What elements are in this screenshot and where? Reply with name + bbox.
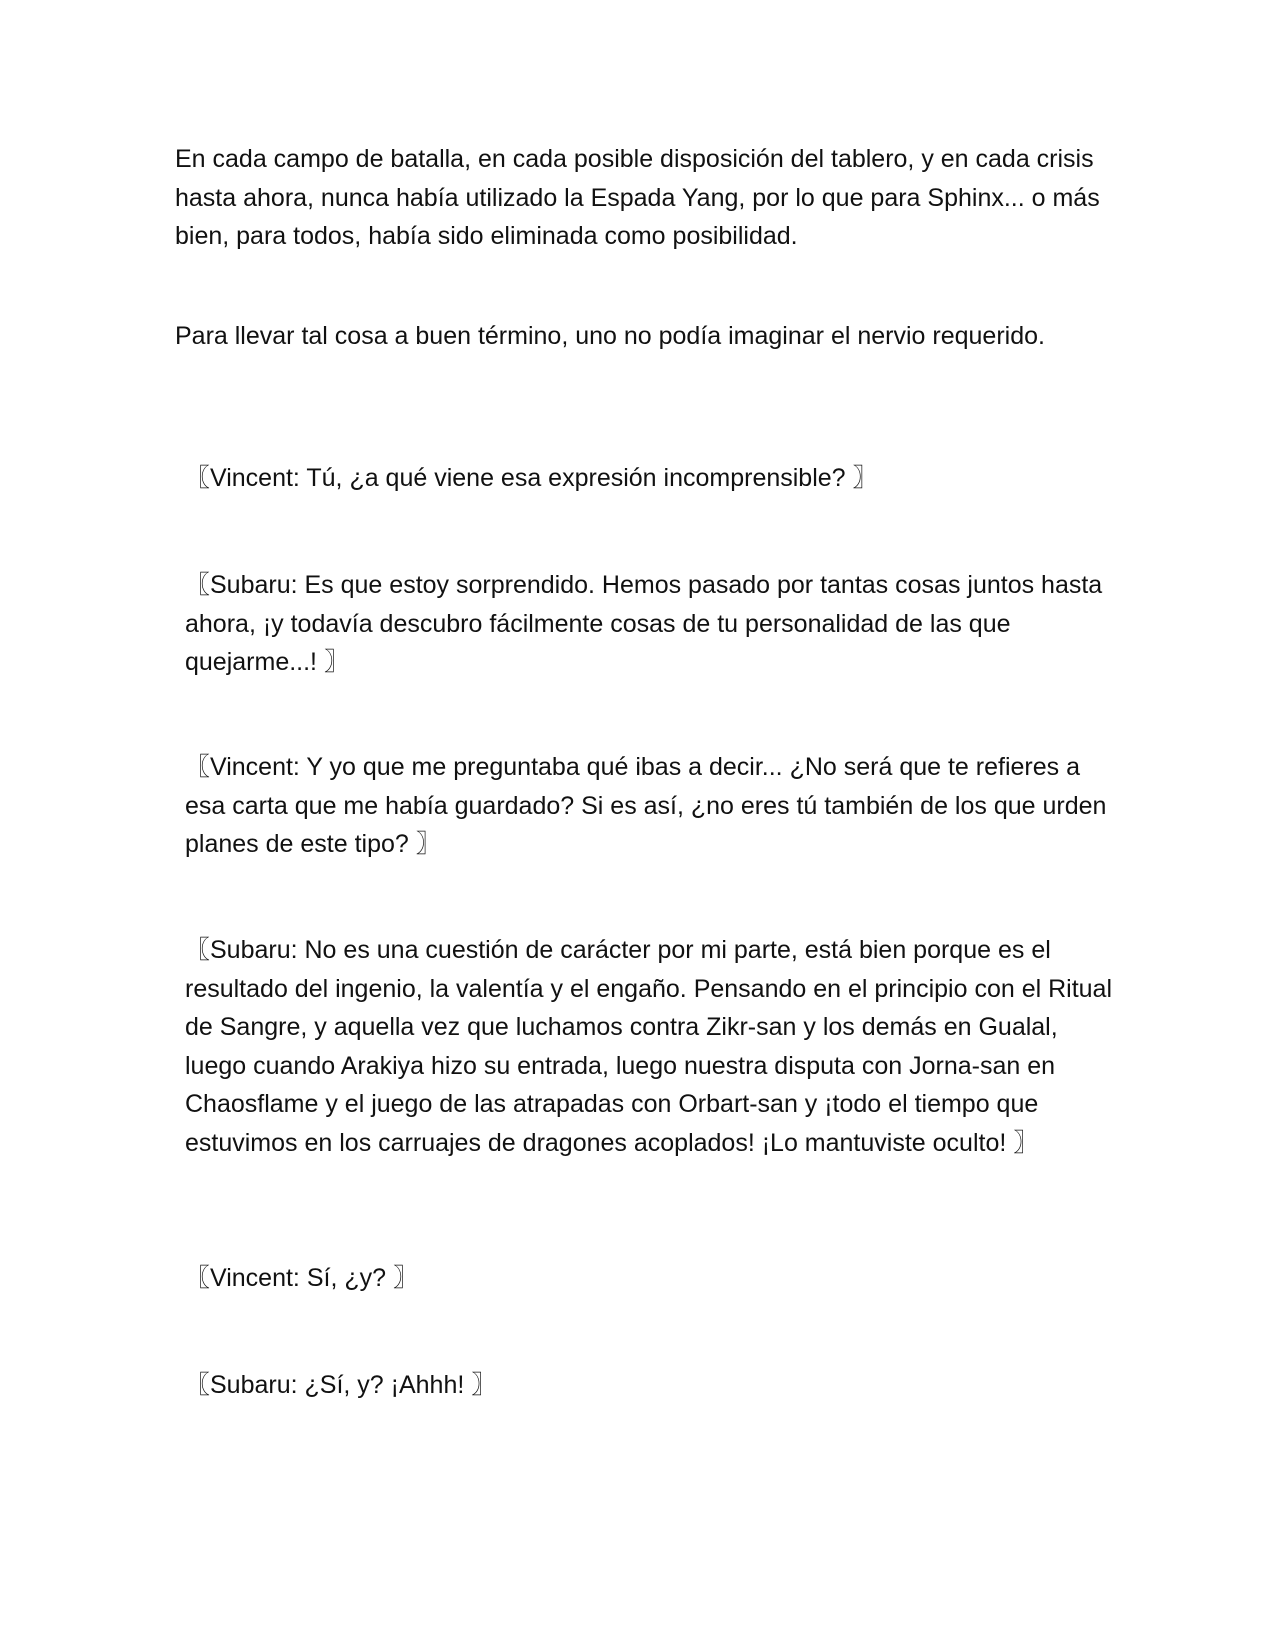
dialogue-vincent-3: 〖Vincent: Sí, ¿y? 〗: [185, 1264, 418, 1292]
dialogue-subaru-2: 〖Subaru: No es una cuestión de carácter por mi parte, está bien porque es el resultado del ingenio, la valentía y el engaño. Pensando en el principio con el Ritual de Sangre, y aquella vez que luchamos contra Zikr-san y los demás en Gualal, luego cuando Arakiya hizo su entrada, luego nuestra disputa con Jorna-san en Chaosflame y el juego de las atrapadas con Orbart-san y ¡todo el tiempo que estuvimos en los carruajes de dragones acoplados! ¡Lo mantuviste oculto! 〗: [185, 936, 1113, 1157]
narration-paragraph-2: Para llevar tal cosa a buen término, uno no podía imaginar el nervio requerido.: [175, 322, 1045, 350]
dialogue-vincent-2: 〖Vincent: Y yo que me preguntaba qué ibas a decir... ¿No será que te refieres a esa carta que me había guardado? Si es así, ¿no eres tú también de los que urden planes de este tipo? 〗: [185, 753, 1107, 858]
dialogue-subaru-3: 〖Subaru: ¿Sí, y? ¡Ahhh! 〗: [185, 1371, 497, 1399]
dialogue-subaru-1: 〖Subaru: Es que estoy sorprendido. Hemos pasado por tantas cosas juntos hasta ahora, ¡y todavía descubro fácilmente cosas de tu personalidad de las que quejarme...! 〗: [185, 571, 1103, 676]
dialogue-vincent-1: 〖Vincent: Tú, ¿a qué viene esa expresión incomprensible? 〗: [185, 464, 878, 492]
narration-paragraph-1: En cada campo de batalla, en cada posible disposición del tablero, y en cada crisis hasta ahora, nunca había utilizado la Espada Yang, por lo que para Sphinx... o más bien, para todos, había sido eliminada como posibilidad.: [175, 145, 1100, 250]
